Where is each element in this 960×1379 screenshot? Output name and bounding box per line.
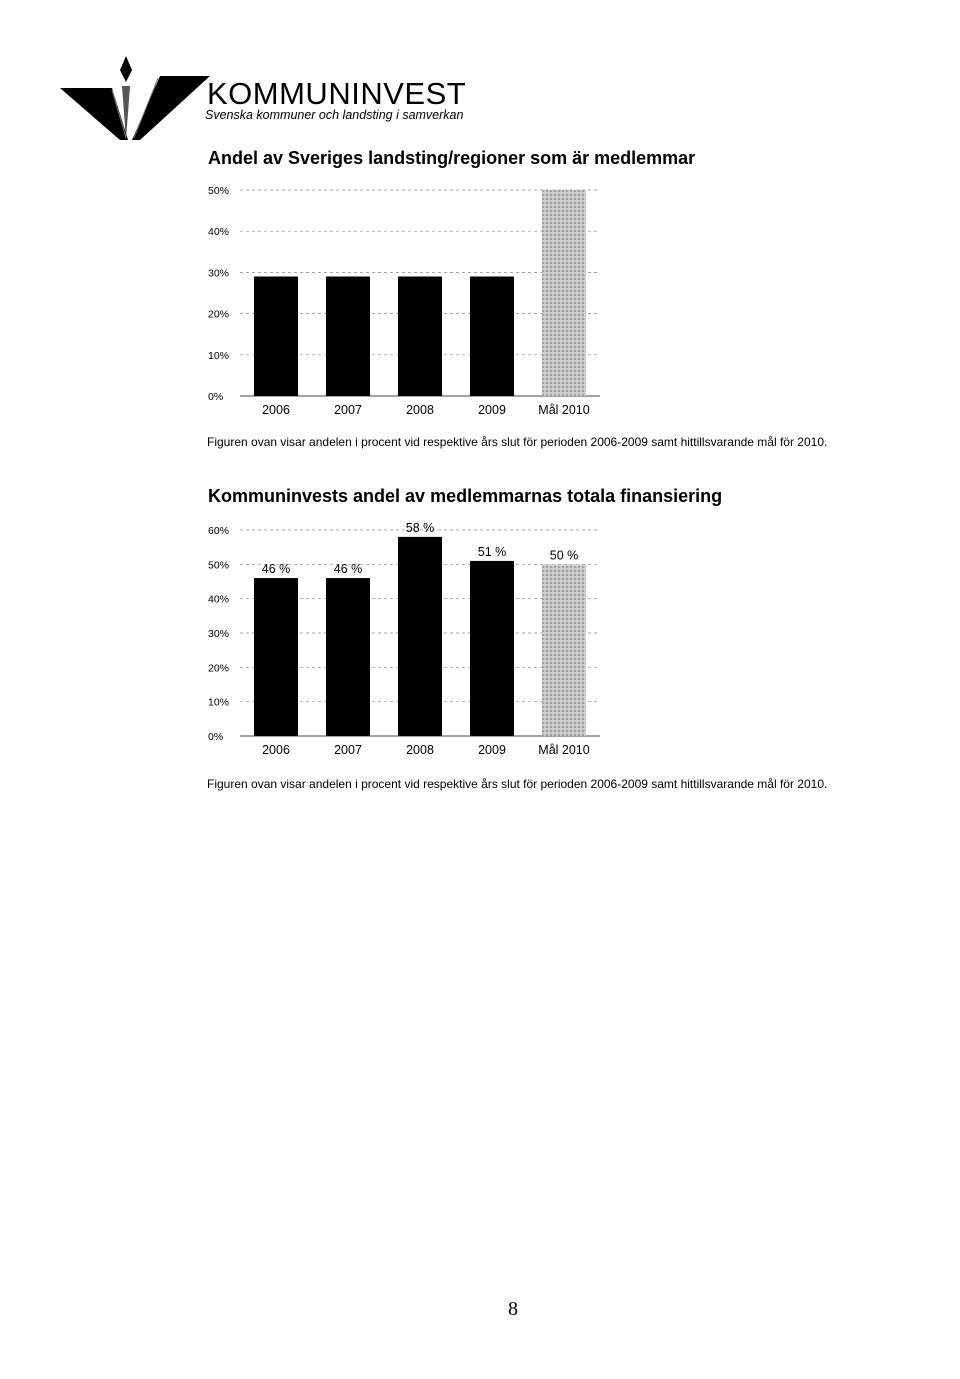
chart1-xtick-label: Mål 2010 bbox=[538, 403, 590, 417]
chart2-ytick-label: 10% bbox=[208, 696, 230, 709]
chart2-financing-share bbox=[190, 518, 620, 768]
chart2-bar-mål-2010 bbox=[542, 564, 586, 736]
chart1-xtick-label: 2006 bbox=[262, 403, 290, 417]
chart1-xtick-label: 2008 bbox=[406, 403, 434, 417]
chart1-caption: Figuren ovan visar andelen i procent vid respektive års slut för perioden 2006-2009 samt hittillsvarande mål för 2010. bbox=[207, 435, 828, 449]
chart1-bar-2009 bbox=[470, 277, 514, 396]
chart2-xtick-label: 2006 bbox=[262, 743, 290, 757]
page-number: 8 bbox=[508, 1298, 518, 1320]
chart2-xtick-label: Mål 2010 bbox=[538, 743, 590, 757]
chart2-title: Kommuninvests andel av medlemmarnas totala finansiering bbox=[208, 486, 723, 506]
chart1-ytick-label: 50% bbox=[208, 185, 230, 197]
chart1-xtick-label: 2009 bbox=[478, 403, 506, 417]
chart2-ytick-label: 60% bbox=[208, 525, 230, 537]
chart1-bar-2007 bbox=[326, 277, 370, 396]
chart2-xtick-label: 2008 bbox=[406, 743, 434, 757]
chart2-bar-2009 bbox=[470, 561, 514, 736]
chart2-bar-2007 bbox=[326, 578, 370, 736]
chart2-bar-2008 bbox=[398, 537, 442, 736]
chart2-ytick-label: 20% bbox=[208, 662, 230, 675]
brand-tagline: Svenska kommuner och landsting i samverkan bbox=[205, 108, 464, 122]
chart2-data-label: 51 % bbox=[477, 544, 507, 559]
chart1-ytick-label: 30% bbox=[208, 267, 230, 280]
chart1-members-share bbox=[190, 178, 620, 428]
chart1-ytick-label: 20% bbox=[208, 308, 230, 321]
chart1-ytick-label: 40% bbox=[208, 226, 230, 239]
chart1-ytick-label: 10% bbox=[208, 349, 230, 362]
chart2-data-label: 50 % bbox=[549, 548, 579, 563]
chart1-bar-mål-2010 bbox=[542, 190, 586, 396]
kommuninvest-logo bbox=[60, 48, 210, 148]
chart1-bar-2008 bbox=[398, 277, 442, 396]
chart2-data-label: 46 % bbox=[333, 562, 363, 577]
chart2-data-label: 46 % bbox=[261, 562, 291, 577]
chart2-xtick-label: 2007 bbox=[334, 743, 362, 757]
chart1-bar-2006 bbox=[254, 277, 298, 396]
chart2-data-label: 58 % bbox=[405, 520, 435, 535]
brand-name: KOMMUNINVEST bbox=[207, 76, 467, 111]
chart1-ytick-label: 0% bbox=[208, 391, 224, 403]
chart1-xtick-label: 2007 bbox=[334, 403, 362, 417]
chart2-ytick-label: 50% bbox=[208, 559, 230, 572]
chart1-title: Andel av Sveriges landsting/regioner som är medlemmar bbox=[208, 148, 696, 168]
chart2-xtick-label: 2009 bbox=[478, 743, 506, 757]
chart2-ytick-label: 0% bbox=[208, 731, 224, 743]
chart2-ytick-label: 40% bbox=[208, 593, 230, 606]
chart2-caption: Figuren ovan visar andelen i procent vid respektive års slut för perioden 2006-2009 samt hittillsvarande mål för 2010. bbox=[207, 777, 828, 791]
chart2-bar-2006 bbox=[254, 578, 298, 736]
chart2-ytick-label: 30% bbox=[208, 628, 230, 640]
